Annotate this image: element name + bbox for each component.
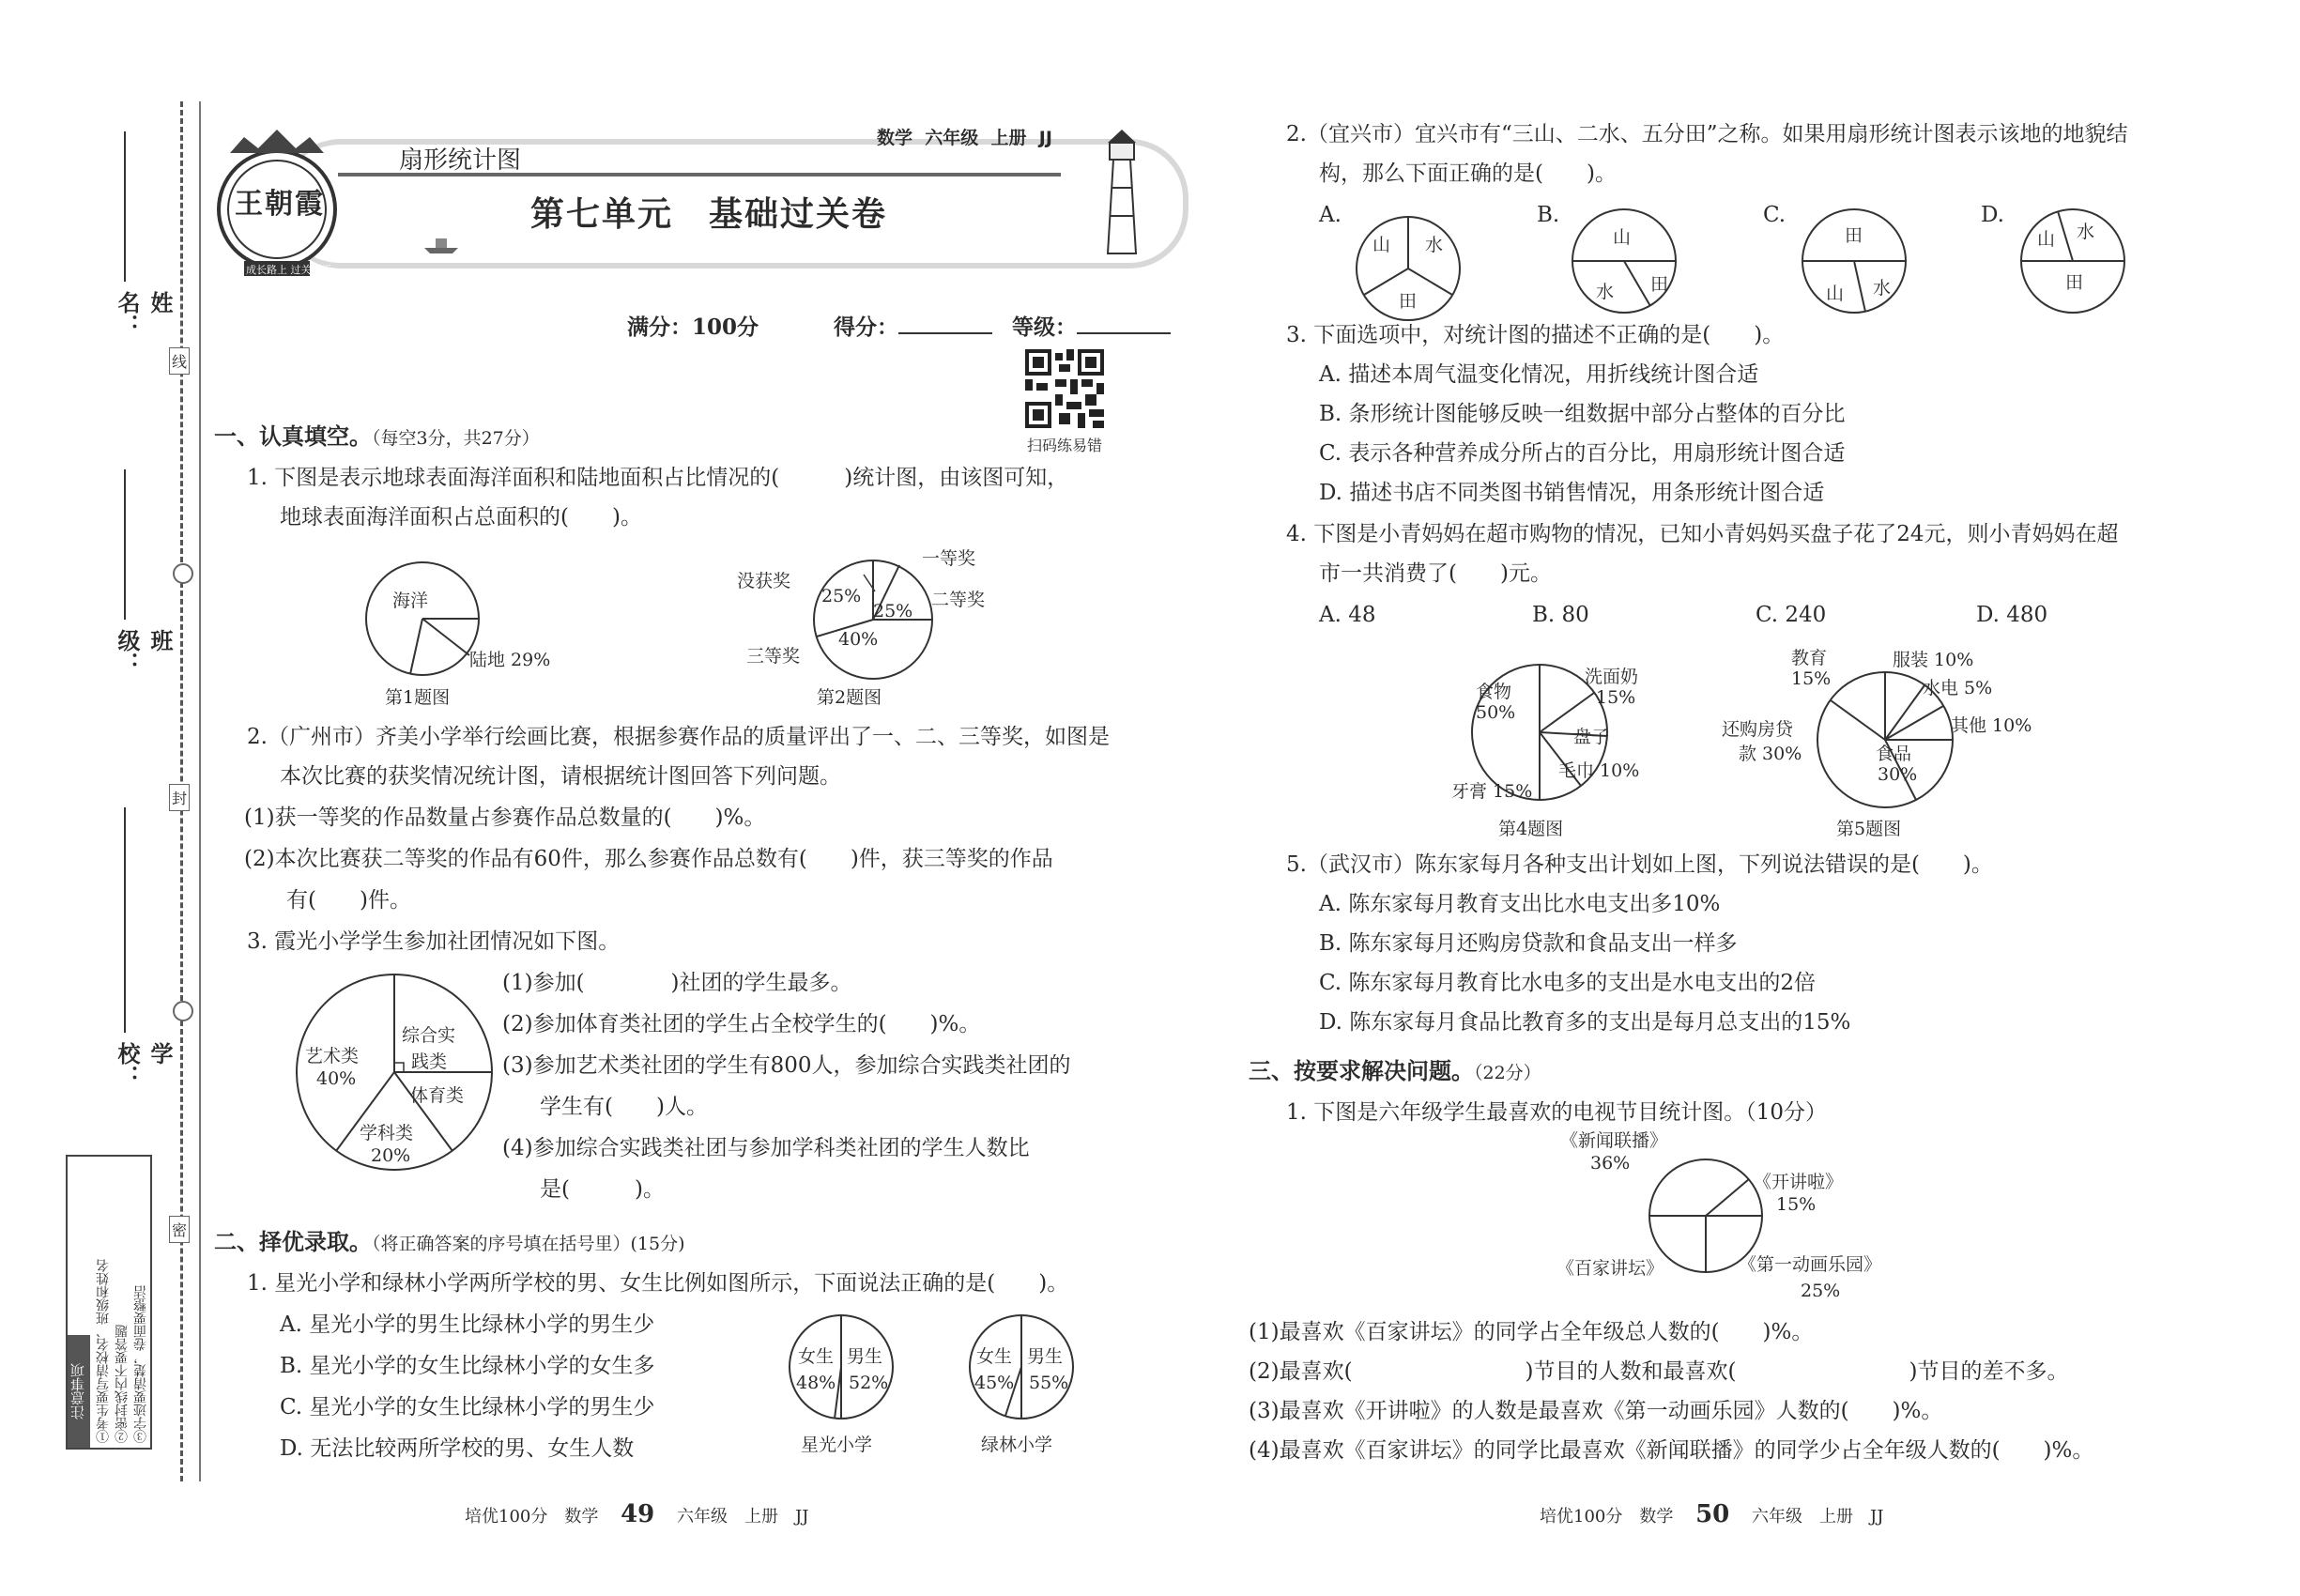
pie-c-tian: 田 [1845,225,1863,246]
meta-edition: JJ [1038,128,1052,148]
footer-right-pre: 培优100分 数学 [1540,1507,1674,1527]
fig4-towel-label: 毛巾 10% [1558,760,1640,781]
fig2-caption: 第2题图 [817,687,882,708]
seal-word-2: 封 [169,784,190,811]
fig4-wash-label: 洗面奶 [1585,667,1639,687]
s2-q3-stem: 3. 下面选项中，对统计图的描述不正确的是( )。 [1286,323,1785,347]
q2-letter-b[interactable]: B. [1537,203,1560,227]
s1-q3-sub4b: 是( )。 [540,1177,665,1202]
s2-q5-option-a[interactable]: A. 陈东家每月教育支出比水电支出多10% [1319,892,1721,916]
fig2-third-label: 三等奖 [746,646,801,667]
fig4-tooth-label: 牙膏 15% [1451,781,1533,802]
tv-news-pct: 36% [1590,1153,1631,1174]
fig5-util-label: 水电 5% [1923,678,1993,698]
tv-cartoon-label: 《第一动画乐园》 [1739,1254,1882,1275]
brand-name: 王朝霞 [235,188,325,221]
pie-b-girl-pct: 45% [974,1373,1015,1393]
landform-pie-d[interactable] [2016,205,2129,317]
section3-title: 三、按要求解决问题。 [1249,1058,1474,1084]
s2-q5-stem: 5.（武汉市）陈东家每月各种支出计划如上图，下列说法错误的是( )。 [1286,852,1993,877]
fig2-pct-third: 40% [838,629,879,650]
grade-label: 等级： [1012,315,1077,340]
notice-item-1: ①考生要写清校名、班级和姓名 [96,1259,111,1443]
section3-note: （22分） [1474,1063,1541,1083]
q2-letter-c[interactable]: C. [1763,203,1786,227]
s2-q1-option-b[interactable]: B. 星光小学的女生比绿林小学的女生多 [280,1354,655,1378]
section3-heading [1249,1057,1541,1087]
section1-title: 一、认真填空。 [214,423,372,450]
s2-q4-option-d[interactable]: D. 480 [1976,603,2048,627]
fig5-cloth-label: 服装 10% [1893,650,1974,670]
s2-q2-line2: 构，那么下面正确的是( )。 [1319,161,1617,186]
s1-q3-sub1: (1)参加( )社团的学生最多。 [502,971,852,995]
s3-sub4: (4)最喜欢《百家讲坛》的同学比最喜欢《新闻联播》的同学少占全年级人数的( )%。 [1249,1438,2094,1463]
footer-right [1540,1500,1883,1528]
landform-pie-b[interactable] [1568,205,1680,317]
section2-heading [214,1228,685,1258]
fig5-edu-pct: 15% [1791,668,1832,689]
s3-sub2: (2)最喜欢( )节目的人数和最喜欢( )节目的差不多。 [1249,1359,2069,1384]
s2-q4-line2: 市一共消费了( )元。 [1319,561,1552,586]
fig1-ocean-label: 海洋 [392,591,429,611]
s2-q1-option-d[interactable]: D. 无法比较两所学校的男、女生人数 [280,1436,635,1461]
s1-q1-line1: 1. 下图是表示地球表面海洋面积和陆地面积占比情况的( )统计图，由该图可知， [247,466,1069,490]
s2-q3-option-d[interactable]: D. 描述书店不同类图书销售情况，用条形统计图合适 [1319,481,1825,505]
s2-q1-option-a[interactable]: A. 星光小学的男生比绿林小学的男生少 [280,1312,655,1337]
fig5-caption: 第5题图 [1836,819,1902,839]
meta-grade: 六年级 [925,128,979,148]
q2-letter-d[interactable]: D. [1981,203,2004,227]
class-label: 班级： [114,629,173,674]
pie-b-shan: 山 [1613,227,1632,248]
seal-dot-icon [173,1001,193,1021]
fig5-loan-pct: 款 30% [1739,744,1802,764]
fig2-none-label: 没获奖 [737,571,791,591]
tv-talk-pct: 15% [1776,1194,1817,1215]
fig3-subject-pct: 20% [371,1145,411,1166]
s3-sub3: (3)最喜欢《开讲啦》的人数是最喜欢《第一动画乐园》人数的( )%。 [1249,1399,1943,1423]
section2-title: 二、择优录取。 [214,1229,372,1255]
fig5-other-label: 其他 10% [1951,715,2032,736]
fig4-wash-pct: 15% [1596,687,1636,708]
fig4-food-label: 食物 [1476,682,1512,702]
school-label: 学校： [114,1042,173,1087]
s2-q4-option-b[interactable]: B. 80 [1532,603,1589,627]
s1-q3-sub3b: 学生有( )人。 [540,1095,708,1119]
fig1-land-label: 陆地 29% [469,650,551,670]
brand-slogan: 成长路上 过关满天 [246,264,332,276]
grade-field[interactable] [1012,310,1171,341]
pie-a-shan: 山 [1372,235,1391,255]
pie-b-girl: 女生 [976,1346,1013,1367]
tv-cartoon-pct: 25% [1801,1281,1841,1301]
s2-q3-option-a[interactable]: A. 描述本周气温变化情况，用折线统计图合适 [1319,362,1759,387]
tv-news-label: 《新闻联播》 [1560,1130,1668,1151]
pie-a-boy: 男生 [847,1346,883,1367]
pie-a-girl: 女生 [798,1346,835,1367]
fig3-art-pct: 40% [316,1068,357,1089]
s1-q2-sub1: (1)获一等奖的作品数量占参赛作品总数量的( )%。 [244,806,766,830]
page-number-right: 50 [1695,1500,1730,1528]
s2-q1-option-c[interactable]: C. 星光小学的女生比绿林小学的男生少 [280,1395,655,1420]
seal-word-1: 线 [169,347,190,375]
meta-subject: 数学 [877,128,913,148]
full-score: 满分：100分 [627,315,759,340]
s1-q3-line: 3. 霞光小学学生参加社团情况如下图。 [247,929,621,954]
fig3-practice-label-2: 践类 [411,1051,448,1072]
lighthouse-icon [1080,122,1164,263]
fig2-pct-second: 25% [873,601,913,622]
pie-c-shan: 山 [1826,284,1845,304]
fig4-food-pct: 50% [1476,702,1516,723]
class-field[interactable] [111,469,173,685]
pie-a-name: 星光小学 [801,1435,873,1455]
s2-q4-option-c[interactable]: C. 240 [1756,603,1827,627]
seal-dot-icon [173,563,193,584]
fig5-food-label: 食品 [1876,744,1912,764]
header-meta [877,124,1052,149]
s1-q2-sub2b: 有( )件。 [286,888,411,913]
s2-q5-option-d[interactable]: D. 陈东家每月食品比教育多的支出是每月总支出的15% [1319,1010,1851,1035]
pie-a-tian: 田 [1399,291,1418,312]
tv-talk-label: 《开讲啦》 [1754,1172,1844,1192]
s1-q2-line1: 2.（广州市）齐美小学举行绘画比赛，根据参赛作品的质量评出了一、二、三等奖，如图是 [247,725,1110,749]
pie-b-boy: 男生 [1027,1346,1064,1367]
fig2-first-label: 一等奖 [922,548,976,569]
s1-q3-sub4a: (4)参加综合实践类社团与参加学科类社团的学生人数比 [502,1136,1030,1160]
notice-item-2: ②密封线内不要答题 [115,1325,130,1443]
fig3-subject-label: 学科类 [360,1123,414,1143]
name-field[interactable] [111,131,173,338]
s2-q5-option-b[interactable]: B. 陈东家每月还购房贷款和食品支出一样多 [1319,931,1738,956]
s2-q3-option-b[interactable]: B. 条形统计图能够反映一组数据中部分占整体的百分比 [1319,402,1846,426]
fig3-art-label: 艺术类 [305,1046,360,1067]
s2-q3-option-c[interactable]: C. 表示各种营养成分所占的百分比，用扇形统计图合适 [1319,441,1846,466]
fig4-caption: 第4题图 [1498,819,1564,839]
footer-right-post: 六年级 上册 JJ [1752,1507,1884,1527]
fig5-food-pct: 30% [1878,764,1918,785]
fig5-edu-label: 教育 [1791,648,1828,668]
tv-lecture-label: 《百家讲坛》 [1556,1258,1664,1279]
school-field[interactable] [111,807,173,1108]
fig2-pct-none: 25% [821,586,862,606]
s1-q3-sub3a: (3)参加艺术类社团的学生有800人，参加综合实践类社团的 [502,1053,1071,1078]
pie-b-tian: 田 [1650,274,1669,295]
qr-caption: 扫码练易错 [1027,437,1103,454]
fig3-sports-label: 体育类 [410,1085,465,1106]
pie-b-boy-pct: 55% [1029,1373,1069,1393]
notice-box [66,1155,152,1450]
fig5-loan-label: 还购房贷 [1722,719,1794,740]
fig2-second-label: 二等奖 [931,590,986,610]
s2-q2-line1: 2.（宜兴市）宜兴市有“三山、二水、五分田”之称。如果用扇形统计图表示该地的地貌结 [1286,122,2128,146]
pie-b-name: 绿林小学 [981,1435,1053,1455]
notice-item-3: ③字迹要清楚，卷面要整洁 [133,1285,148,1443]
pie-d-shan: 山 [2037,229,2056,250]
s2-q4-option-a[interactable]: A. 48 [1319,603,1376,627]
score-label: 得分： [834,315,898,340]
s3-q1-stem: 1. 下图是六年级学生最喜欢的电视节目统计图。（10分） [1286,1100,1828,1125]
fig1-caption: 第1题图 [385,687,451,708]
pie-c-shui: 水 [1873,278,1892,299]
name-label: 姓名： [114,291,173,336]
s2-q1-stem: 1. 星光小学和绿林小学两所学校的男、女生比例如图所示，下面说法正确的是( )。 [247,1271,1069,1296]
s1-q3-sub2: (2)参加体育类社团的学生占全校学生的( )%。 [502,1012,981,1036]
section1-note: （每空3分，共27分） [372,428,540,449]
s2-q4-line1: 4. 下图是小青妈妈在超市购物的情况，已知小青妈妈买盘子花了24元，则小青妈妈在超 [1286,522,2119,546]
seal-word-3: 密 [169,1216,190,1243]
fig3-practice-label-1: 综合实 [402,1025,456,1046]
score-field[interactable] [834,310,992,341]
section2-note: （将正确答案的序号填在括号里）(15分) [372,1234,685,1254]
pie-d-shui: 水 [2077,222,2095,242]
fig4-plate-label: 盘子 [1573,727,1610,747]
pie-a-girl-pct: 48% [796,1373,836,1393]
ship-icon [422,233,460,255]
s1-q2-line2: 本次比赛的获奖情况统计图，请根据统计图回答下列问题。 [280,764,841,789]
footer-left [465,1500,808,1528]
pie-d-tian: 田 [2065,272,2084,293]
s1-q2-sub2a: (2)本次比赛获二等奖的作品有60件，那么参赛作品总数有( )件，获三等奖的作品 [244,847,1053,871]
qr-code-icon[interactable] [1025,349,1104,428]
footer-left-pre: 培优100分 数学 [465,1507,599,1527]
s1-q1-line2: 地球表面海洋面积占总面积的( )。 [280,505,642,529]
meta-term: 上册 [990,128,1027,148]
topic-label: 扇形统计图 [399,146,522,175]
margin-rule [199,101,201,1481]
topic-underline [338,173,1061,176]
pie-a-boy-pct: 52% [849,1373,889,1393]
footer-left-post: 六年级 上册 JJ [677,1507,809,1527]
pie-a-shui: 水 [1425,235,1444,255]
page-title: 第七单元 基础过关卷 [530,195,888,234]
notice-title: 注意事项 [68,1335,90,1448]
q2-letter-a[interactable]: A. [1319,203,1342,227]
pie-b-shui: 水 [1596,282,1615,302]
section1-heading [214,422,540,453]
s2-q5-option-c[interactable]: C. 陈东家每月教育比水电多的支出是水电支出的2倍 [1319,971,1817,995]
page-number-left: 49 [621,1500,655,1528]
s3-sub1: (1)最喜欢《百家讲坛》的同学占全年级总人数的( )%。 [1249,1320,1814,1344]
